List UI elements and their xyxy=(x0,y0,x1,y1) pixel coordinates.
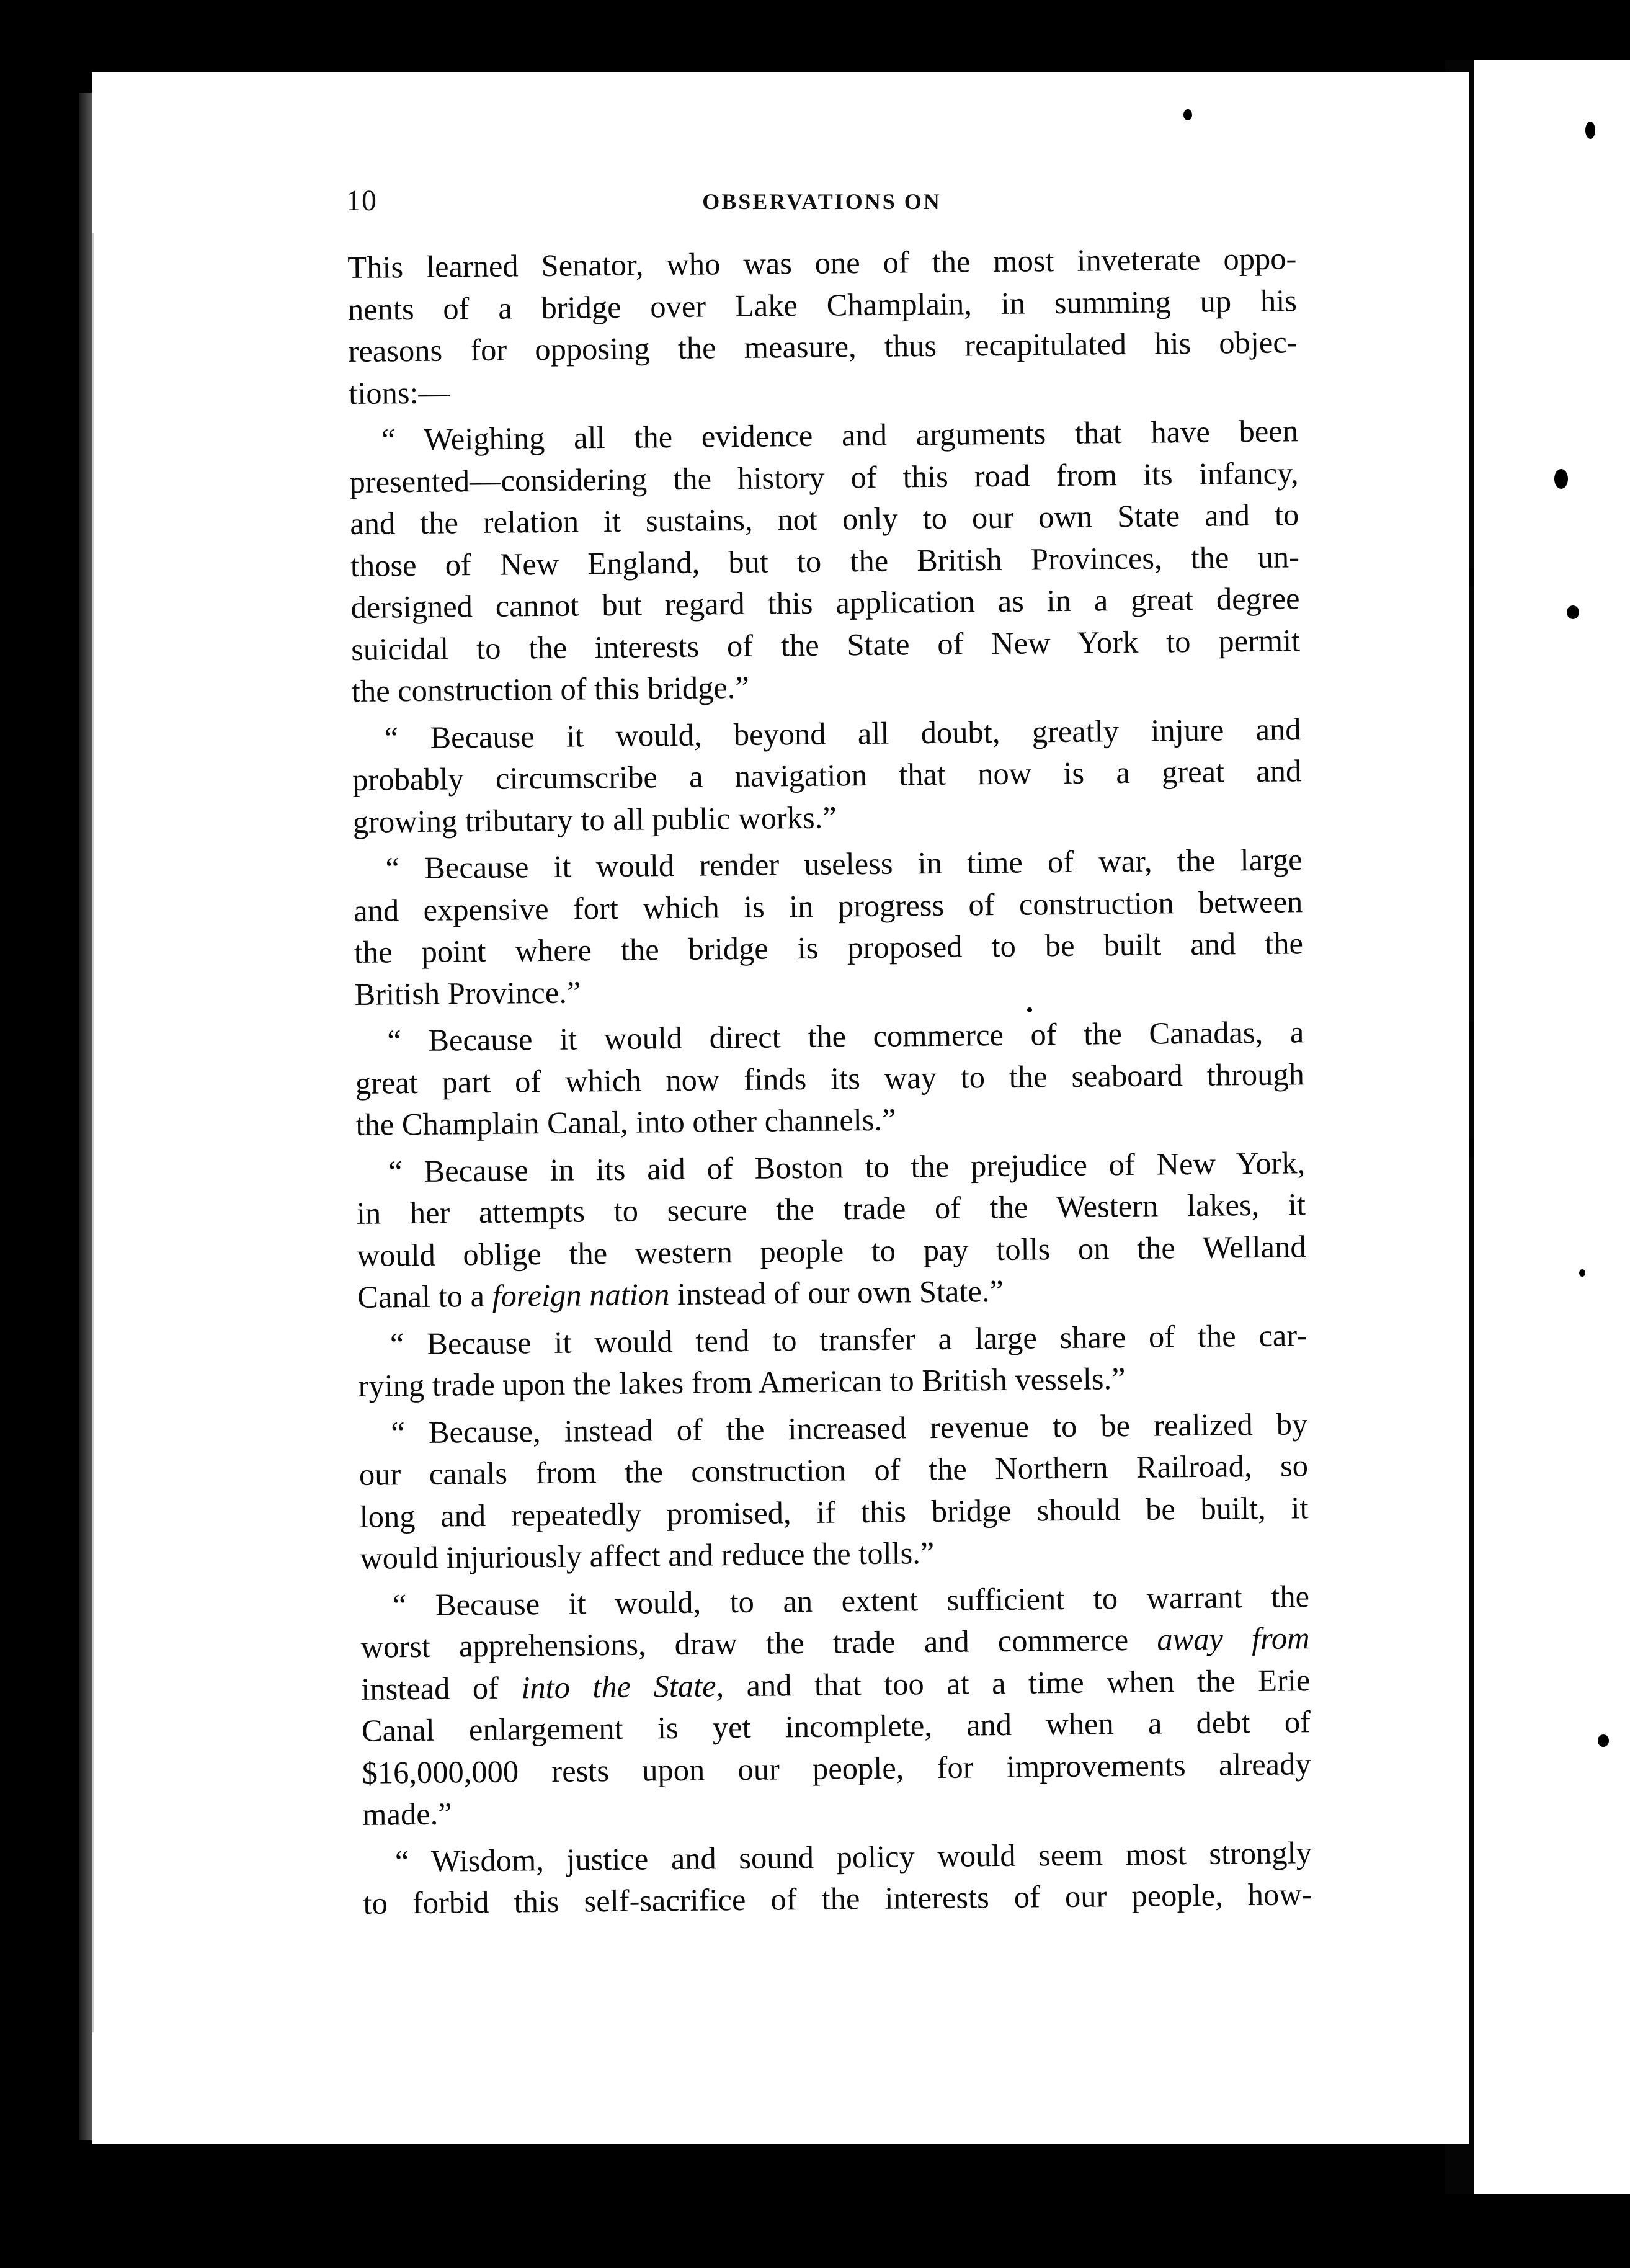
text-line: $16,000,000 rests upon our people, for improvements already xyxy=(362,1746,1311,1790)
paragraph xyxy=(349,410,1301,712)
text-line: probably circumscribe a navigation that now is a great and xyxy=(352,753,1302,797)
text-line: “ Weighing all the evidence and arguments that have been xyxy=(381,413,1299,457)
text-line: made.” xyxy=(362,1796,452,1832)
paragraph xyxy=(358,1315,1307,1408)
paragraph xyxy=(356,1142,1307,1319)
text-line: Canal to a foreign nation instead of our own State.” xyxy=(357,1273,1004,1315)
text-line: “ Wisdom, justice and sound policy would seem most strongly xyxy=(394,1834,1312,1878)
text-line: “ Because it would tend to transfer a large share of the car- xyxy=(390,1317,1307,1361)
paragraph xyxy=(347,238,1298,414)
text-line: in her attempts to secure the trade of the Western lakes, it xyxy=(356,1187,1306,1231)
text-line: and expensive fort which is in progress of construction between xyxy=(353,883,1303,928)
text-line: tions:— xyxy=(348,374,450,411)
body-text xyxy=(347,238,1312,1924)
italic-phrase: away from xyxy=(1157,1620,1310,1657)
text-line: worst apprehensions, draw the trade and commerce away from xyxy=(360,1620,1310,1664)
paragraph xyxy=(355,1011,1305,1146)
text-line: the construction of this bridge.” xyxy=(351,669,750,708)
text-line: great part of which now finds its way to the seaboard through xyxy=(355,1056,1305,1101)
paragraph xyxy=(359,1403,1309,1580)
paragraph xyxy=(353,839,1304,1016)
text-line: rying trade upon the lakes from American to British vessels.” xyxy=(358,1361,1126,1403)
italic-phrase: foreign nation xyxy=(492,1277,670,1313)
page-header xyxy=(254,184,1389,227)
text-line: “ Because in its aid of Boston to the prejudice of New York, xyxy=(388,1145,1306,1189)
text-line: nents of a bridge over Lake Champlain, in summing up his xyxy=(347,282,1298,327)
text-line: long and repeatedly promised, if this bridge should be built, it xyxy=(359,1489,1309,1534)
text-line: would injuriously affect and reduce the tolls.” xyxy=(360,1535,935,1576)
paragraph xyxy=(352,708,1302,843)
text-line: “ Because it would direct the commerce of the Canadas, a xyxy=(387,1014,1304,1058)
running-head: OBSERVATIONS ON xyxy=(702,189,942,214)
text-line: our canals from the construction of the Northern Railroad, so xyxy=(359,1448,1309,1492)
text-line: would oblige the western people to pay tolls on the Welland xyxy=(357,1228,1306,1273)
text-line: suicidal to the interests of the State of New York to permit xyxy=(350,622,1301,667)
text-line: dersigned cannot but regard this application as in a great degree xyxy=(350,581,1300,625)
text-line: This learned Senator, who was one of the most inveterate oppo- xyxy=(347,241,1297,285)
text-line: growing tributary to all public works.” xyxy=(352,799,837,839)
text-line: and the relation it sustains, not only to our own State and to xyxy=(350,497,1299,541)
page-number: 10 xyxy=(346,184,377,217)
text-line: the point where the bridge is proposed to be built and the xyxy=(354,926,1304,970)
paragraph xyxy=(360,1576,1312,1836)
text-line: British Province.” xyxy=(354,974,581,1012)
facing-page-fragment xyxy=(1474,60,1630,2194)
text-line: to forbid this self-sacrifice of the interests of our people, how- xyxy=(363,1877,1312,1921)
text-line: reasons for opposing the measure, thus recapitulated his objec- xyxy=(348,324,1298,368)
text-line: “ Because, instead of the increased revenue to be realized by xyxy=(391,1406,1308,1450)
paragraph xyxy=(363,1832,1312,1925)
text-line: “ Because it would render useless in time of war, the large xyxy=(385,842,1303,886)
text-line: those of New England, but to the British Provinces, the un- xyxy=(350,538,1300,583)
text-line: Canal enlargement is yet incomplete, and when a debt of xyxy=(361,1704,1311,1748)
text-line: “ Because it would, beyond all doubt, greatly injure and xyxy=(384,711,1301,755)
text-line: instead of into the State, and that too at a time when the Erie xyxy=(361,1662,1311,1707)
text-line: presented—considering the history of this road from its infancy, xyxy=(349,455,1299,499)
text-line: the Champlain Canal, into other channels.” xyxy=(355,1102,896,1142)
italic-phrase: into the State, xyxy=(521,1668,724,1705)
text-line: “ Because it would, to an extent sufficient to warrant the xyxy=(392,1578,1310,1622)
